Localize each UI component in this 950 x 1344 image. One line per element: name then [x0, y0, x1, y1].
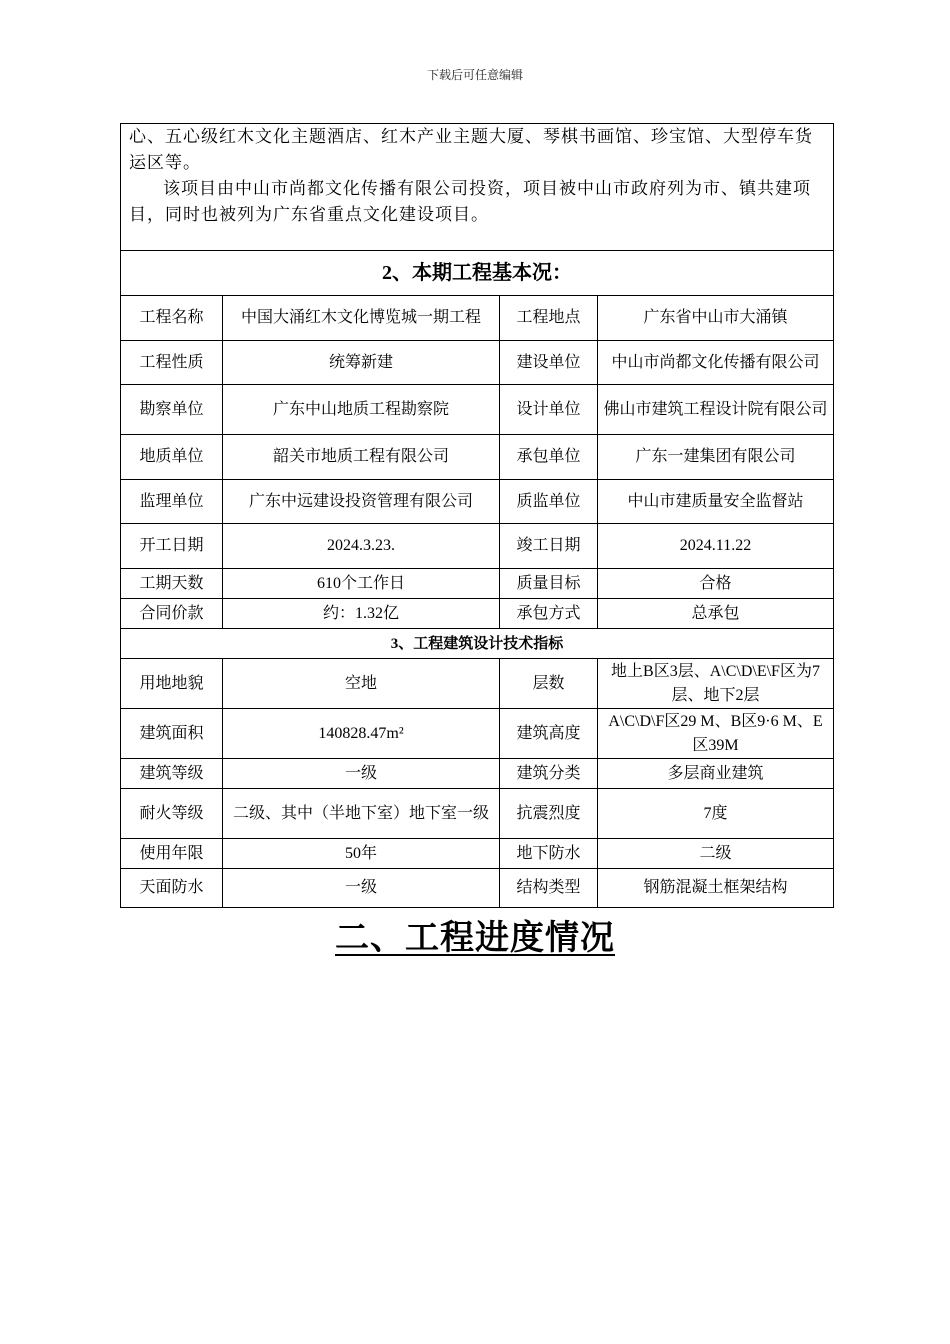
field-value: 610个工作日 [223, 569, 500, 599]
field-value: 佛山市建筑工程设计院有限公司 [598, 385, 834, 435]
field-label: 承包方式 [500, 599, 598, 629]
section2-title-row [121, 251, 834, 296]
project-info-table [120, 123, 834, 908]
field-value: 中山市建质量安全监督站 [598, 480, 834, 524]
field-value: 韶关市地质工程有限公司 [223, 435, 500, 480]
field-label: 工程地点 [500, 296, 598, 341]
field-label: 使用年限 [121, 839, 223, 869]
field-label: 建筑等级 [121, 759, 223, 789]
table-row [121, 569, 834, 599]
field-value: 广东中山地质工程勘察院 [223, 385, 500, 435]
field-value: 2024.11.22 [598, 524, 834, 569]
field-label: 工期天数 [121, 569, 223, 599]
field-label: 地下防水 [500, 839, 598, 869]
field-value: 总承包 [598, 599, 834, 629]
intro-line-1: 心、五心级红木文化主题酒店、红木产业主题大厦、琴棋书画馆、珍宝馆、大型停车货运区等。 [129, 127, 813, 172]
field-value: 中山市尚都文化传播有限公司 [598, 341, 834, 385]
field-value: 中国大涌红木文化博览城一期工程 [223, 296, 500, 341]
field-label: 建设单位 [500, 341, 598, 385]
field-value: 多层商业建筑 [598, 759, 834, 789]
table-row [121, 524, 834, 569]
table-row [121, 709, 834, 759]
intro-cell [121, 124, 834, 251]
table-row [121, 296, 834, 341]
field-value: 广东省中山市大涌镇 [598, 296, 834, 341]
field-value: 二级 [598, 839, 834, 869]
field-label: 监理单位 [121, 480, 223, 524]
field-value: 钢筋混凝土框架结构 [598, 869, 834, 908]
field-label: 工程名称 [121, 296, 223, 341]
field-label: 质监单位 [500, 480, 598, 524]
field-value: 7度 [598, 789, 834, 839]
field-value: 广东一建集团有限公司 [598, 435, 834, 480]
field-label: 质量目标 [500, 569, 598, 599]
field-value: 广东中远建设投资管理有限公司 [223, 480, 500, 524]
table-row [121, 435, 834, 480]
table-row [121, 480, 834, 524]
table-row [121, 659, 834, 709]
page-header-note: 下载后可任意编辑 [426, 68, 523, 82]
field-label: 竣工日期 [500, 524, 598, 569]
field-label: 层数 [500, 659, 598, 709]
section2-title: 2、本期工程基本况： [121, 251, 834, 296]
field-value: 合格 [598, 569, 834, 599]
intro-row [121, 124, 834, 251]
field-value: 约：1.32亿 [223, 599, 500, 629]
table-row [121, 839, 834, 869]
field-value: 一级 [223, 869, 500, 908]
section3-title: 3、工程建筑设计技术指标 [121, 629, 834, 659]
field-value: 140828.47m² [223, 709, 500, 759]
field-value: 一级 [223, 759, 500, 789]
field-label: 建筑高度 [500, 709, 598, 759]
field-label: 勘察单位 [121, 385, 223, 435]
field-label: 地质单位 [121, 435, 223, 480]
field-value: 2024.3.23. [223, 524, 500, 569]
progress-section-heading: 二、工程进度情况 [335, 918, 615, 958]
table-row [121, 869, 834, 908]
field-label: 建筑面积 [121, 709, 223, 759]
field-label: 开工日期 [121, 524, 223, 569]
table-row [121, 341, 834, 385]
field-value: 二级、其中（半地下室）地下室一级 [223, 789, 500, 839]
field-label: 设计单位 [500, 385, 598, 435]
field-label: 合同价款 [121, 599, 223, 629]
field-value: 统筹新建 [223, 341, 500, 385]
field-label: 承包单位 [500, 435, 598, 480]
table-row [121, 599, 834, 629]
field-label: 工程性质 [121, 341, 223, 385]
field-label: 结构类型 [500, 869, 598, 908]
field-label: 天面防水 [121, 869, 223, 908]
section3-title-row [121, 629, 834, 659]
table-row [121, 759, 834, 789]
field-label: 用地地貌 [121, 659, 223, 709]
field-value: A\C\D\F区29 M、B区9·6 M、E区39M [598, 709, 834, 759]
field-value: 地上B区3层、A\C\D\E\F区为7层、地下2层 [598, 659, 834, 709]
field-label: 抗震烈度 [500, 789, 598, 839]
field-label: 建筑分类 [500, 759, 598, 789]
intro-line-2: 该项目由中山市尚都文化传播有限公司投资，项目被中山市政府列为市、镇共建项目，同时也被列为广东省重点文化建设项目。 [129, 179, 811, 224]
field-value: 50年 [223, 839, 500, 869]
table-row [121, 789, 834, 839]
table-row [121, 385, 834, 435]
field-label: 耐火等级 [121, 789, 223, 839]
field-value: 空地 [223, 659, 500, 709]
